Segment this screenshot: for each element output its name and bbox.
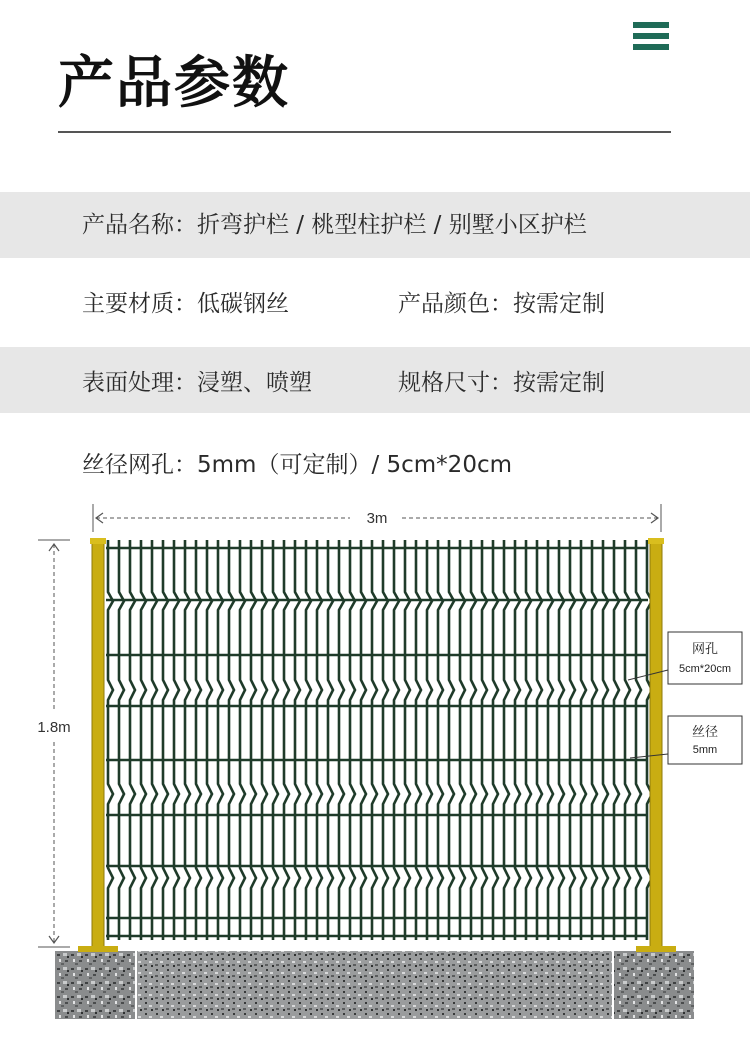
hamburger-menu-icon[interactable]	[633, 22, 669, 52]
title-divider	[58, 131, 671, 133]
spec-label-wire-mesh: 丝径网孔：	[82, 452, 197, 478]
wire-callout-box	[668, 716, 742, 764]
page-title: 产品参数	[58, 51, 290, 116]
spec-row-material	[82, 289, 289, 319]
spec-label-size: 规格尺寸：	[398, 370, 513, 396]
fence-post-right-foot	[636, 946, 676, 952]
spec-label-surface: 表面处理：	[82, 370, 197, 396]
mesh-callout-box	[668, 632, 742, 684]
fence-diagram	[0, 490, 750, 1044]
wire-callout-title: 丝径	[691, 725, 719, 740]
spec-value-material: 低碳钢丝	[197, 291, 289, 317]
wire-callout-value: 5mm	[692, 744, 718, 756]
fence-post-left-cap	[90, 538, 106, 544]
stone-base-right	[614, 951, 694, 1019]
stone-base-middle	[137, 951, 612, 1019]
spec-row-wire-mesh	[82, 450, 512, 480]
mesh-callout-title: 网孔	[691, 642, 719, 657]
mesh-callout-value: 5cm*20cm	[679, 663, 731, 675]
spec-label-color: 产品颜色：	[398, 291, 513, 317]
spec-row-surface	[82, 368, 312, 398]
fence-post-right	[650, 540, 662, 950]
spec-row-size	[398, 368, 605, 398]
spec-label-material: 主要材质：	[82, 291, 197, 317]
width-label: 3m	[366, 510, 388, 527]
spec-row-name	[82, 210, 587, 240]
spec-value-surface: 浸塑、喷塑	[197, 370, 312, 396]
stone-base-left	[55, 951, 135, 1019]
spec-value-color: 按需定制	[513, 291, 605, 317]
fence-post-right-cap	[648, 538, 664, 544]
spec-value-size: 按需定制	[513, 370, 605, 396]
spec-value-wire-mesh: 5mm（可定制）/ 5cm*20cm	[197, 452, 513, 478]
fence-mesh	[106, 540, 652, 940]
spec-row-color	[398, 289, 605, 319]
spec-label-name: 产品名称：	[82, 212, 197, 238]
fence-post-left	[92, 540, 104, 950]
fence-post-left-foot	[78, 946, 118, 952]
height-label: 1.8m	[37, 719, 71, 736]
spec-value-name: 折弯护栏 / 桃型柱护栏 / 别墅小区护栏	[197, 212, 587, 238]
